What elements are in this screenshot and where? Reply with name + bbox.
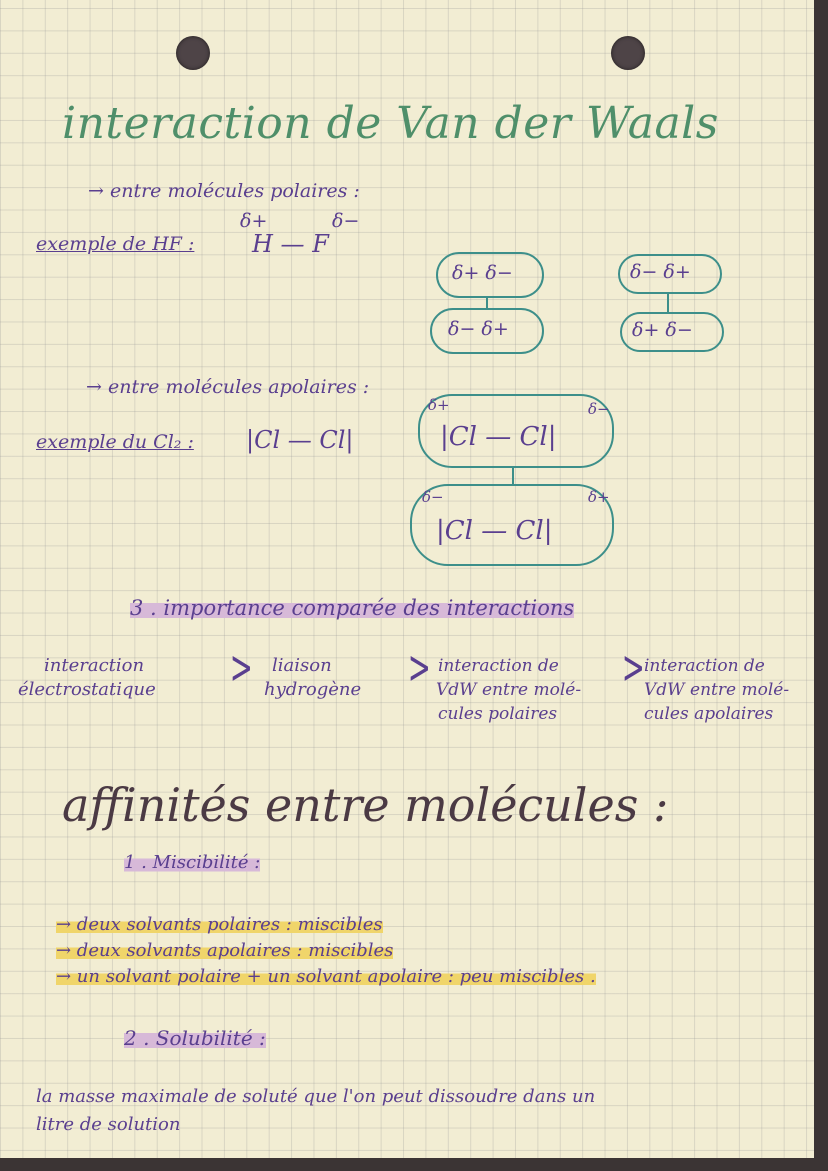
page-title: interaction de Van der Waals bbox=[62, 98, 719, 149]
dipole-bubble bbox=[620, 312, 724, 352]
polar-heading bbox=[88, 180, 360, 202]
dipole-bubble bbox=[436, 252, 544, 298]
cl2-example-label: exemple du Cl₂ : bbox=[36, 431, 194, 453]
comparison-line: liaison bbox=[272, 655, 332, 676]
miscibility-line-3-text: → un solvant polaire + un solvant apolaire : peu miscibles . bbox=[56, 966, 596, 987]
apolar-heading-text: → entre molécules apolaires : bbox=[86, 376, 370, 398]
apolar-heading bbox=[86, 376, 369, 398]
miscibility-heading-text: 1 . Miscibilité : bbox=[124, 852, 261, 873]
dipole-label: δ− δ+ bbox=[448, 318, 509, 340]
comparison-line: cules polaires bbox=[438, 704, 558, 724]
cl2-molecule: |Cl — Cl| bbox=[436, 516, 553, 546]
greater-than-sign: > bbox=[407, 640, 431, 694]
cl2-link bbox=[512, 466, 514, 484]
dipole-link bbox=[667, 292, 669, 312]
solubility-heading bbox=[124, 1026, 266, 1050]
comparison-line: cules apolaires bbox=[644, 704, 774, 724]
miscibility-line-3 bbox=[56, 966, 596, 987]
greater-than-sign: > bbox=[621, 640, 645, 694]
cl2-molecule: |Cl — Cl| bbox=[440, 422, 557, 452]
greater-than-sign: > bbox=[229, 640, 253, 694]
comparison-line: VdW entre molé- bbox=[436, 680, 582, 700]
solubility-line-1: la masse maximale de soluté que l'on peut dissoudre dans un bbox=[36, 1086, 596, 1107]
miscibility-line-2-text: → deux solvants apolaires : miscibles bbox=[56, 940, 394, 961]
comparison-line: hydrogène bbox=[264, 679, 362, 700]
miscibility-heading bbox=[124, 852, 260, 873]
section3-heading-text: 3 . importance comparée des interactions bbox=[130, 596, 575, 620]
comparison-item-2 bbox=[264, 654, 361, 702]
binder-hole-left bbox=[176, 36, 210, 70]
comparison-line: interaction de bbox=[644, 656, 765, 676]
hf-delta-minus: δ− bbox=[332, 210, 360, 232]
comparison-item-4 bbox=[644, 654, 789, 726]
solubility-heading-text: 2 . Solubilité : bbox=[124, 1026, 266, 1050]
dipole-link bbox=[486, 296, 488, 308]
miscibility-line-1 bbox=[56, 914, 383, 935]
comparison-item-1 bbox=[18, 654, 156, 702]
section3-heading bbox=[130, 596, 574, 620]
cl2-delta-plus: δ+ bbox=[588, 488, 610, 506]
dipole-bubble bbox=[618, 254, 722, 294]
cl2-delta-minus: δ− bbox=[422, 488, 444, 506]
miscibility-line-2 bbox=[56, 940, 393, 961]
comparison-line: VdW entre molé- bbox=[644, 680, 790, 700]
cl2-formula: |Cl — Cl| bbox=[246, 426, 354, 454]
cl2-delta-minus: δ− bbox=[588, 400, 610, 418]
hf-formula: H — F bbox=[252, 230, 329, 258]
hf-delta-plus: δ+ bbox=[240, 210, 268, 232]
binder-hole-right bbox=[611, 36, 645, 70]
miscibility-line-1-text: → deux solvants polaires : miscibles bbox=[56, 914, 383, 935]
cl2-delta-plus: δ+ bbox=[428, 396, 450, 414]
dipole-label: δ+ δ− bbox=[452, 262, 513, 284]
dipole-bubble bbox=[430, 308, 544, 354]
hf-example-label: exemple de HF : bbox=[36, 233, 195, 255]
comparison-line: électrostatique bbox=[18, 679, 156, 700]
dipole-label: δ− δ+ bbox=[630, 261, 691, 283]
polar-heading-text: → entre molécules polaires : bbox=[88, 180, 360, 202]
comparison-line: interaction bbox=[44, 655, 145, 676]
dipole-label: δ+ δ− bbox=[632, 319, 693, 341]
cl2-bubble bbox=[410, 484, 614, 566]
cl2-bubble bbox=[418, 394, 614, 468]
comparison-line: interaction de bbox=[438, 656, 559, 676]
comparison-item-3 bbox=[438, 654, 581, 726]
solubility-line-2: litre de solution bbox=[36, 1114, 181, 1135]
affinities-title: affinités entre molécules : bbox=[62, 778, 669, 832]
